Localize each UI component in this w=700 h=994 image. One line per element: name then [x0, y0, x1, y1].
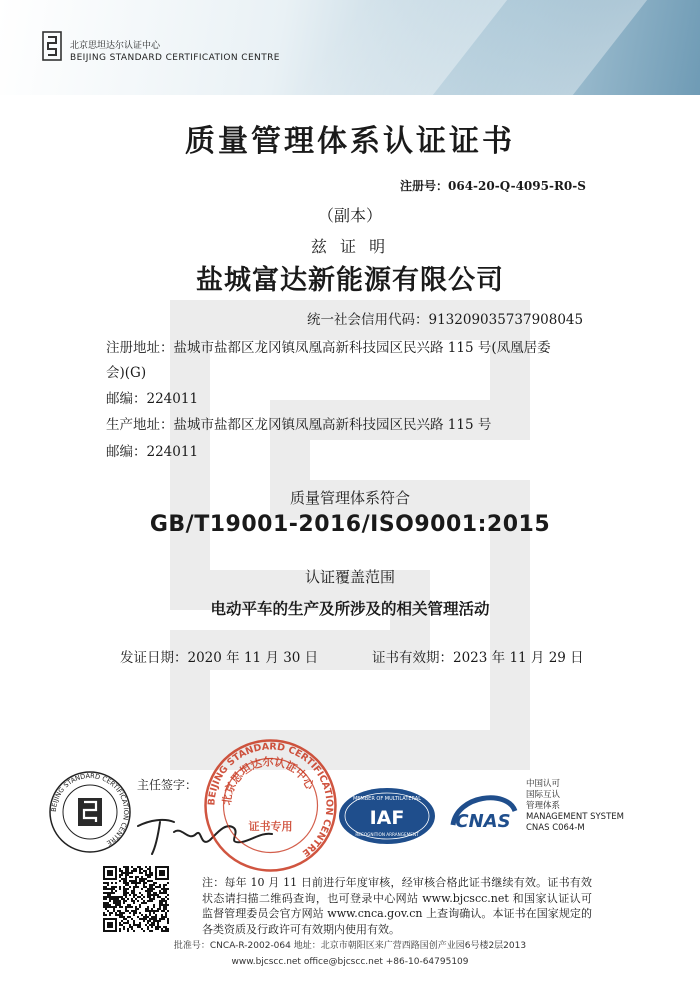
iaf-bottom-text: RECOGNITION ARRANGEMENT [355, 832, 419, 837]
stamp-inner-text: 北京思坦达尔认证中心 [220, 755, 317, 806]
certify-label: 兹 证 明 [310, 237, 390, 256]
cnas-accreditation-text [526, 779, 624, 834]
validity-note: 注：每年 10 月 11 日前进行年度审核，经审核合格此证书继续有效。证书有效状态请扫描二维码查询，也可登录中心网站 www.bjcscc.net 和国家认证认可监督管理委员会官方网站 www.cnca.gov.cn 上查询确认。本证书在国家规定的各类资质及行政许可有效期内使用有效。 [202, 876, 592, 936]
cnas-mark: CNAS [455, 811, 511, 832]
qr-code[interactable] [103, 866, 169, 932]
certificate-title: 质量管理体系认证证书 [185, 124, 515, 159]
bscc-logo-icon [42, 31, 62, 61]
postcode: 邮编：224011 [106, 391, 199, 407]
contact-info: www.bjcscc.net office@bjcscc.net +86-10-64795109 [231, 957, 469, 967]
registered-address-continued: 会)(G) [106, 365, 147, 381]
scope-text: 电动平车的生产及所涉及的相关管理活动 [210, 599, 490, 618]
scope-label: 认证覆盖范围 [304, 568, 395, 586]
iaf-top-text: MEMBER OF MULTILATERAL [352, 796, 422, 802]
cnas-logo-icon [447, 785, 519, 843]
postcode: 邮编：224011 [106, 444, 199, 460]
valid-until: 证书有效期：2023 年 11 月 29 日 [372, 650, 584, 666]
standard-code: GB/T19001-2016/ISO9001:2015 [149, 512, 551, 537]
company-name: 盐城富达新能源有限公司 [196, 265, 504, 296]
org-name-cn: 北京思坦达尔认证中心 [70, 41, 161, 51]
approval-info: 批准号：CNCA-R-2002-064 地址：北京市朝阳区来广营西路国创产业园6号楼2层2013 [173, 941, 527, 951]
production-address: 生产地址：盐城市盐都区龙冈镇凤凰高新科技园区民兴路 115 号 [106, 417, 492, 433]
official-red-stamp [203, 738, 338, 873]
iaf-logo-icon [337, 786, 437, 846]
seal-ring-text: BEIJING STANDARD CERTIFICATION CENTRE [49, 771, 131, 848]
conform-label: 质量管理体系符合 [289, 489, 410, 507]
unified-credit-code: 统一社会信用代码：913209035737908045 [307, 312, 584, 328]
cnas-line: 管理体系 [526, 801, 561, 811]
cnas-line: MANAGEMENT SYSTEM [526, 812, 624, 822]
registered-address: 注册地址：盐城市盐都区龙冈镇凤凰高新科技园区民兴路 115 号(凤凰居委 [106, 340, 551, 356]
iaf-mark: IAF [369, 807, 405, 829]
org-name-en: BEIJING STANDARD CERTIFICATION CENTRE [70, 53, 280, 63]
cnas-line: 中国认可 [526, 779, 561, 789]
director-signature-label: 主任签字： [137, 778, 198, 792]
copy-label: （副本） [317, 206, 382, 225]
issue-date: 发证日期：2020 年 11 月 30 日 [120, 650, 319, 666]
cnas-line: CNAS C064-M [526, 823, 585, 833]
bscc-round-seal [48, 770, 132, 854]
registration-number: 注册号：064-20-Q-4095-R0-S [400, 179, 586, 193]
stamp-center-text: 证书专用 [248, 820, 293, 833]
stamp-ring-text: BEIJING STANDARD CERTIFICATION CENTRE [206, 741, 335, 859]
cnas-line: 国际互认 [526, 790, 561, 800]
